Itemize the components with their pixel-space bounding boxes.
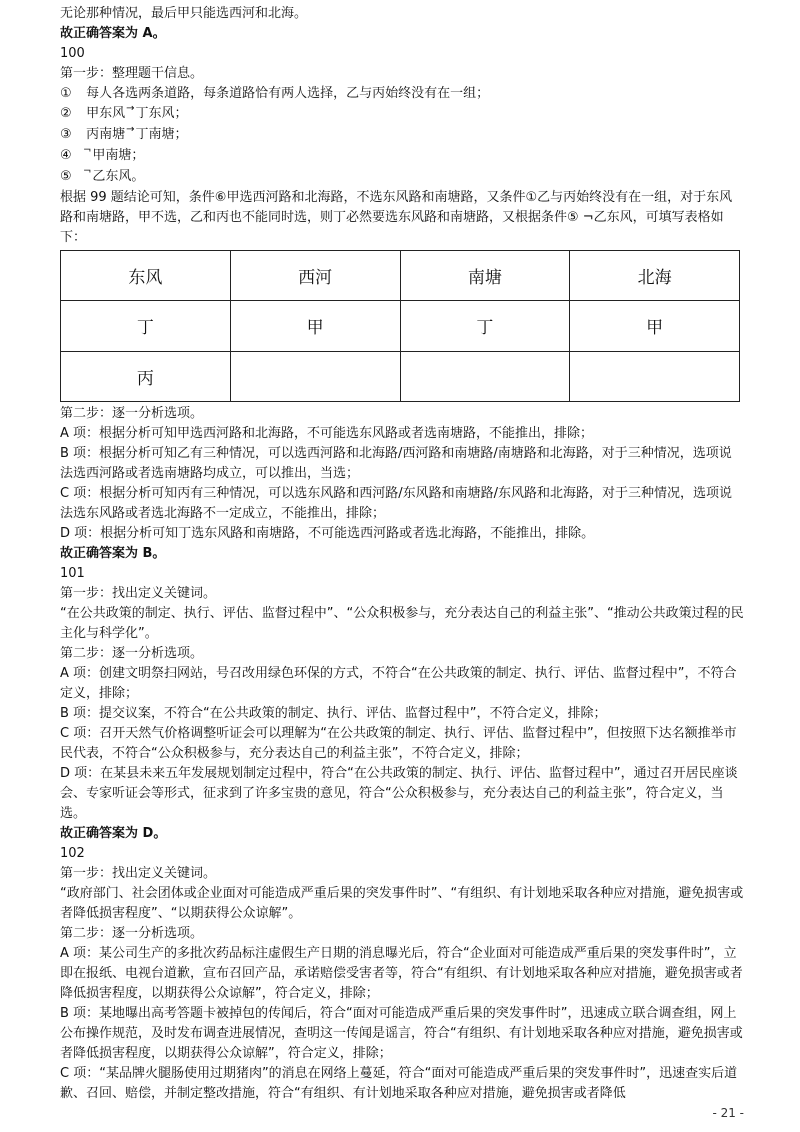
table-header-cell: 东风: [61, 251, 231, 301]
table-header-cell: 南塘: [400, 251, 570, 301]
answer-line: 故正确答案为 A。: [60, 26, 166, 41]
negation-symbol: ¬: [83, 166, 92, 177]
question-number: 100: [60, 46, 85, 61]
condition-text: 每人各选两条道路，每条道路恰有两人选择，乙与丙始终没有在一组；: [86, 86, 490, 101]
option-b-analysis: B 项：提交议案，不符合“在公共政策的制定、执行、评估、监督过程中”，不符合定义，排除；: [60, 706, 607, 721]
keywords-paragraph: “在公共政策的制定、执行、评估、监督过程中”、“公众积极参与，充分表达自己的利益主张”、“推动公共政策过程的民主化与科学化”。: [60, 606, 744, 641]
step-heading: 第二步：逐一分析选项。: [60, 406, 204, 421]
arrow-symbol: →: [126, 124, 135, 135]
condition-text: 甲南塘；: [92, 148, 145, 163]
question-number: 102: [60, 846, 85, 861]
option-d-analysis: D 项：在某县未来五年发展规划制定过程中，符合“在公共政策的制定、执行、评估、监督过程中”，通过召开居民座谈会、专家听证会等形式，征求到了许多宝贵的意见，符合“公众积极参与，充分表达自己的利益主张”，符合定义，当选。: [60, 766, 738, 821]
condition-text: 甲东风: [86, 106, 126, 121]
option-a-analysis: A 项：某公司生产的多批次药品标注虚假生产日期的消息曝光后，符合“企业面对可能造成严重后果的突发事件时”，立即在报纸、电视台道歉，宣布召回产品，承诺赔偿受害者等，符合“有组织、有计划地采取各种应对措施，避免损害或者降低损害程度，以期获得公众谅解”，符合定义，排除；: [60, 946, 743, 1001]
answer-line: 故正确答案为 B。: [60, 546, 166, 561]
condition-4: [60, 146, 744, 167]
table-cell: 甲: [230, 301, 400, 351]
analysis-paragraph: 根据 99 题结论可知，条件⑥甲选西河路和北海路，不选东风路和南塘路，又条件①乙与丙始终没有在一组，对于东风路和南塘路，甲不选，乙和丙也不能同时选，则丁必然要选东风路和南塘路，又根据条件⑤ ¬乙东风，可填写表格如下：: [60, 190, 733, 245]
condition-number: ④: [60, 148, 72, 163]
option-b-analysis: B 项：某地曝出高考答题卡被掉包的传闻后，符合“面对可能造成严重后果的突发事件时”，迅速成立联合调查组，网上公布操作规范，及时发布调查进展情况，查明这一传闻是谣言，符合“有组织、有计划地采取各种应对措施，避免损害或者降低损害程度，以期获得公众谅解”，符合定义，排除；: [60, 1006, 743, 1061]
page-number: - 21 -: [712, 1106, 744, 1120]
condition-number: ③: [60, 127, 72, 142]
table-header-cell: 西河: [230, 251, 400, 301]
condition-number: ②: [60, 106, 72, 121]
table-header-cell: 北海: [570, 251, 740, 301]
condition-text: 丙南塘: [86, 127, 126, 142]
option-a-analysis: A 项：根据分析可知甲选西河路和北海路，不可能选东风路或者选南塘路，不能推出，排除；: [60, 426, 594, 441]
step-heading: 第一步：找出定义关键词。: [60, 866, 217, 881]
condition-number: ①: [60, 86, 72, 101]
condition-number: ⑤: [60, 169, 72, 184]
option-d-analysis: D 项：根据分析可知丁选东风路和南塘路，不可能选西河路或者选北海路，不能推出，排除。: [60, 526, 595, 541]
table-cell: 丁: [400, 301, 570, 351]
option-c-analysis: C 项：“某品牌火腿肠使用过期猪肉”的消息在网络上蔓延，符合“面对可能造成严重后果的突发事件时”，迅速查实后道歉、召回、赔偿，并制定整改措施，符合“有组织、有计划地采取各种应对措施，避免损害或者降低: [60, 1066, 738, 1101]
option-a-analysis: A 项：创建文明祭扫网站，号召改用绿色环保的方式，不符合“在公共政策的制定、执行、评估、监督过程中”，不符合定义，排除；: [60, 666, 737, 701]
negation-symbol: ¬: [83, 145, 92, 156]
condition-1: [60, 84, 744, 104]
assignment-table: [60, 250, 740, 402]
table-row: [61, 351, 740, 401]
option-c-analysis: C 项：召开天然气价格调整听证会可以理解为“在公共政策的制定、执行、评估、监督过程中”，但按照下达名额推举市民代表，不符合“公众积极参与，充分表达自己的利益主张”，不符合定义，排除；: [60, 726, 737, 761]
condition-text: 丁东风；: [135, 106, 188, 121]
table-cell: 甲: [570, 301, 740, 351]
keywords-paragraph: “政府部门、社会团体或企业面对可能造成严重后果的突发事件时”、“有组织、有计划地采取各种应对措施，避免损害或者降低损害程度”、“以期获得公众谅解”。: [60, 886, 744, 921]
table-cell: 丙: [61, 351, 231, 401]
condition-2: [60, 104, 744, 125]
step-heading: 第一步：找出定义关键词。: [60, 586, 217, 601]
document-page: [60, 4, 744, 1104]
table-cell: [570, 351, 740, 401]
table-cell: [230, 351, 400, 401]
option-c-analysis: C 项：根据分析可知丙有三种情况，可以选东风路和西河路/东风路和南塘路/东风路和北海路，对于三种情况，选项说法选东风路或者选北海路不一定成立，不能推出，排除；: [60, 486, 732, 521]
table-cell: [400, 351, 570, 401]
answer-line: 故正确答案为 D。: [60, 826, 167, 841]
text-line: 无论那种情况，最后甲只能选西河和北海。: [60, 6, 308, 21]
table-cell: 丁: [61, 301, 231, 351]
condition-3: [60, 125, 744, 146]
option-b-analysis: B 项：根据分析可知乙有三种情况，可以选西河路和北海路/西河路和南塘路/南塘路和北海路，对于三种情况，选项说法选西河路或者选南塘路均成立，可以推出，当选；: [60, 446, 732, 481]
step-heading: 第二步：逐一分析选项。: [60, 646, 204, 661]
step-heading: 第二步：逐一分析选项。: [60, 926, 204, 941]
arrow-symbol: →: [126, 103, 135, 114]
table-row: [61, 301, 740, 351]
condition-text: 乙东风。: [92, 169, 145, 184]
condition-text: 丁南塘；: [135, 127, 188, 142]
question-number: 101: [60, 566, 85, 581]
step-heading: 第一步：整理题干信息。: [60, 66, 204, 81]
condition-5: [60, 167, 744, 188]
table-header-row: [61, 251, 740, 301]
